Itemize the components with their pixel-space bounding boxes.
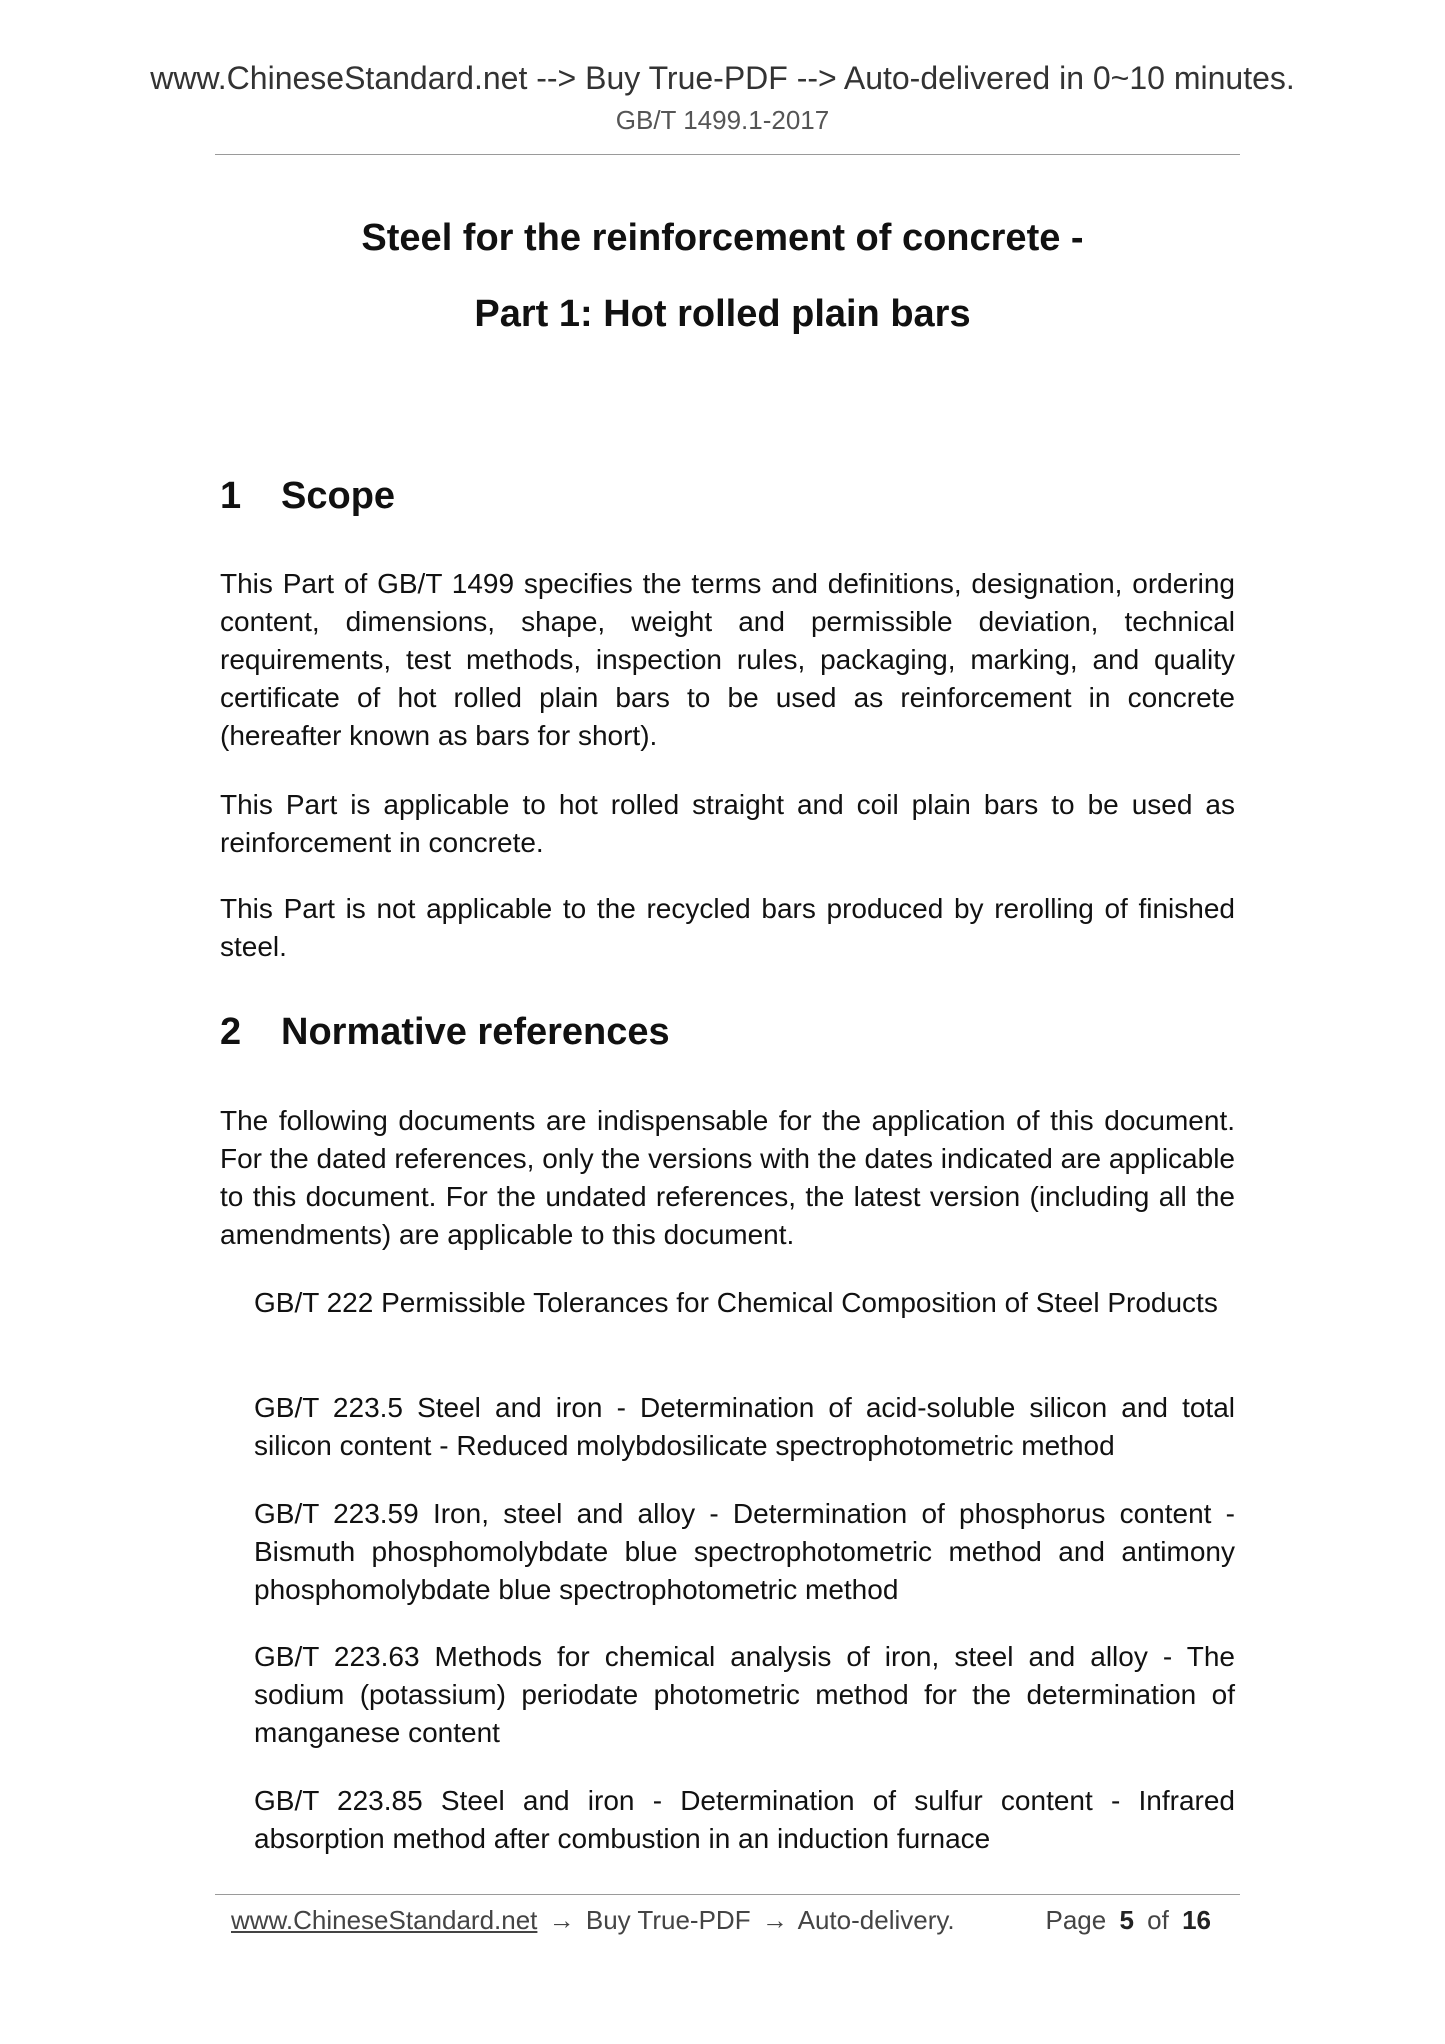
header-banner: www.ChineseStandard.net --> Buy True-PDF --> Auto-delivered in 0~10 minutes. (150, 60, 1295, 96)
footer-divider (215, 1894, 1240, 1895)
arrow-right-icon: → (548, 1905, 575, 1935)
reference-item: GB/T 223.63 Methods for chemical analysis of iron, steel and alloy - The sodium (potassium) periodate photometric method for the determination of manganese content (254, 1641, 1235, 1748)
section-number: 2 (220, 1011, 242, 1053)
standard-code: GB/T 1499.1-2017 (615, 105, 830, 135)
reference-item: GB/T 222 Permissible Tolerances for Chemical Composition of Steel Products (254, 1287, 1218, 1318)
arrow-right-icon: → (761, 1905, 788, 1935)
reference-item: GB/T 223.5 Steel and iron - Determination of acid-soluble silicon and total silicon content - Reduced molybdosilicate spectrophotometric method (254, 1392, 1235, 1461)
header-divider (215, 154, 1240, 155)
of-label: of (1147, 1905, 1169, 1935)
page-indicator (1045, 1900, 1217, 1940)
section-heading-normative-references (220, 1009, 670, 1055)
section-title: Scope (281, 475, 396, 517)
document-title: Steel for the reinforcement of concrete - (361, 217, 1084, 259)
document-subtitle: Part 1: Hot rolled plain bars (474, 293, 971, 335)
section-number: 1 (220, 475, 242, 517)
page-footer (231, 1900, 1231, 1940)
scope-paragraph: This Part is applicable to hot rolled straight and coil plain bars to be used as reinforcement in concrete. (220, 789, 1235, 858)
reference-item: GB/T 223.59 Iron, steel and alloy - Determination of phosphorus content - Bismuth phosphomolybdate blue spectrophotometric method and antimony phosphomolybdate blue spectrophotometric method (254, 1498, 1235, 1605)
reference-item: GB/T 223.85 Steel and iron - Determination of sulfur content - Infrared absorption method after combustion in an induction furnace (254, 1785, 1235, 1854)
footer-delivery-text: Auto-delivery. (797, 1905, 955, 1935)
scope-paragraph: This Part is not applicable to the recycled bars produced by rerolling of finished steel. (220, 893, 1235, 962)
current-page-number: 5 (1119, 1905, 1134, 1935)
section-heading-scope (220, 473, 395, 519)
scope-paragraph: This Part of GB/T 1499 specifies the terms and definitions, designation, ordering content, dimensions, shape, weight and permissible deviation, technical requirements, test methods, inspection rules, packaging, marking, and quality certificate of hot rolled plain bars to be used as reinforcement in concrete (hereafter known as bars for short). (220, 568, 1235, 751)
references-intro-paragraph: The following documents are indispensable for the application of this document. For the dated references, only the versions with the dates indicated are applicable to this document. For the undated references, the latest version (including all the amendments) are applicable to this document. (220, 1105, 1235, 1250)
footer-site-link[interactable]: www.ChineseStandard.net (231, 1905, 538, 1935)
total-pages-number: 16 (1182, 1905, 1211, 1935)
section-title: Normative references (281, 1011, 670, 1053)
page-label: Page (1045, 1905, 1107, 1935)
footer-buy-text: Buy True-PDF (585, 1905, 751, 1935)
